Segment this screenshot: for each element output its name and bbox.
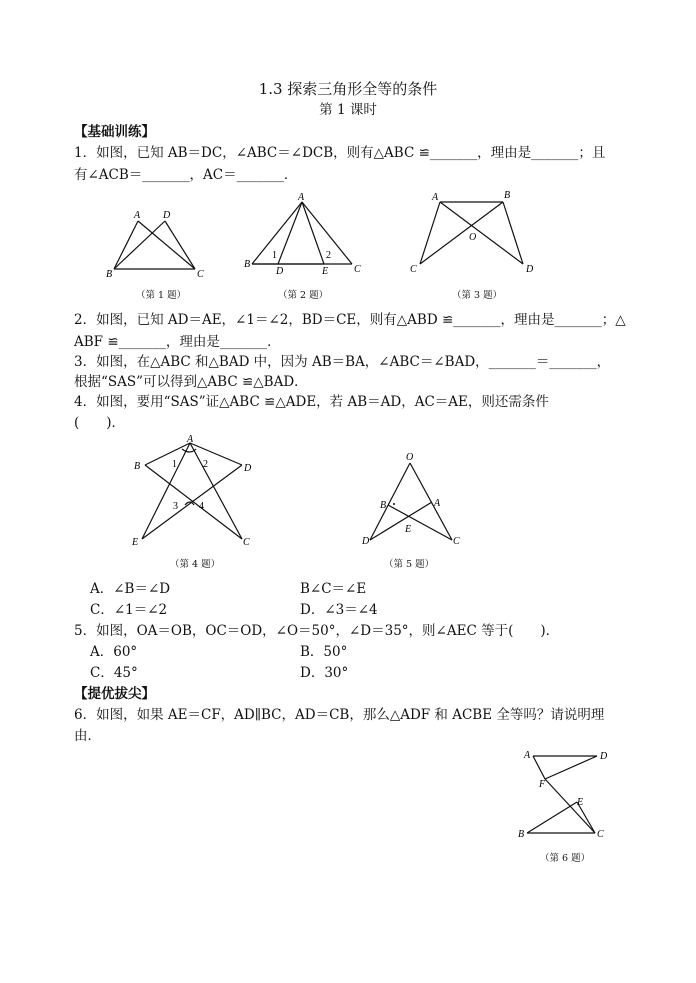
fig2-label-d: D xyxy=(276,266,284,277)
figure-5-caption: （第 5 题） xyxy=(384,559,435,570)
fig3-label-a: A xyxy=(432,192,439,203)
fig6-label-b: B xyxy=(518,829,525,840)
figure-5-diagram xyxy=(360,448,470,548)
question-4-option-a: A．∠B＝∠D xyxy=(90,581,171,597)
fig2-label-b: B xyxy=(244,259,251,270)
fig3-label-d: D xyxy=(526,264,534,275)
question-5-option-b: B．50° xyxy=(300,644,348,660)
fig2-label-e: E xyxy=(322,266,329,277)
question-4-line-2: ( )． xyxy=(74,415,126,431)
fig2-label-a: A xyxy=(298,192,305,203)
fig6-label-e: E xyxy=(577,797,584,808)
figure-4-diagram xyxy=(130,435,260,550)
fig4-label-a: A xyxy=(187,434,194,445)
fig5-label-b: B xyxy=(380,500,387,511)
figure-2-caption: （第 2 题） xyxy=(278,290,329,301)
question-2-line-2: ABF ≌_______，理由是_______． xyxy=(74,334,281,350)
fig1-label-d: D xyxy=(163,210,171,221)
fig1-label-b: B xyxy=(106,269,113,280)
fig4-label-e: E xyxy=(132,537,139,548)
fig4-label-angle-2: 2 xyxy=(203,459,208,470)
question-5-option-c: C．45° xyxy=(90,665,138,681)
fig5-label-d: D xyxy=(362,536,370,547)
figure-6-diagram xyxy=(515,745,615,845)
fig3-label-b: B xyxy=(504,190,511,201)
fig6-label-a: A xyxy=(524,750,531,761)
fig4-label-d: D xyxy=(244,463,252,474)
question-5-option-a: A．60° xyxy=(90,644,138,660)
figure-3-caption: （第 3 题） xyxy=(452,290,503,301)
question-3-line-2: 根据“SAS”可以得到△ABC ≌△BAD． xyxy=(74,374,308,390)
fig4-label-angle-4: 4 xyxy=(199,501,204,512)
question-6-line-1: 6．如图，如果 AE＝CF，AD∥BC，AD＝CB，那么△ADF 和 ACBE 全等吗？请说明理 xyxy=(74,707,605,723)
question-4-option-d: D．∠3＝∠4 xyxy=(300,602,378,618)
fig1-label-c: C xyxy=(197,269,204,280)
page-subtitle: 第 1 课时 xyxy=(319,102,377,118)
figure-4-caption: （第 4 题） xyxy=(170,559,221,570)
fig6-label-c: C xyxy=(597,829,604,840)
fig3-label-c: C xyxy=(410,264,417,275)
figure-2-diagram xyxy=(240,192,370,282)
fig4-label-angle-1: 1 xyxy=(172,459,177,470)
fig6-label-d: D xyxy=(600,751,608,762)
fig2-label-angle-2: 2 xyxy=(326,250,331,261)
question-5-line-1: 5．如图，OA＝OB，OC＝OD，∠O＝50°，∠D＝35°，则∠AEC 等于( )． xyxy=(74,623,560,639)
fig1-label-a: A xyxy=(134,210,141,221)
fig5-label-o: O xyxy=(406,452,414,463)
fig5-label-c: C xyxy=(453,536,460,547)
fig6-label-f: F xyxy=(539,779,546,790)
question-4-line-1: 4．如图，要用“SAS”证△ABC ≌△ADE，若 AB＝AD，AC＝AE，则还需条件 xyxy=(74,394,549,410)
section-heading-basic: 【基础训练】 xyxy=(74,124,155,140)
fig4-label-c: C xyxy=(243,537,250,548)
fig2-label-c: C xyxy=(354,264,361,275)
fig4-label-angle-3: 3 xyxy=(173,501,178,512)
figure-1-caption: （第 1 题） xyxy=(136,290,187,301)
section-heading-advanced: 【提优拔尖】 xyxy=(74,686,155,702)
question-6-line-2: 由． xyxy=(74,728,101,744)
question-1-line-2: 有∠ACB＝_______，AC＝_______． xyxy=(74,167,298,183)
fig5-label-a: A xyxy=(434,498,441,509)
page-title: 1.3 探索三角形全等的条件 xyxy=(258,80,438,98)
fig2-label-angle-1: 1 xyxy=(272,250,277,261)
figure-1-diagram xyxy=(100,205,220,285)
fig5-label-e: E xyxy=(405,524,412,535)
question-2-line-1: 2．如图，已知 AD＝AE，∠1＝∠2，BD＝CE，则有△ABD ≌_______，理由是_______；△ xyxy=(74,312,626,328)
question-5-option-d: D．30° xyxy=(300,665,349,681)
figure-3-diagram xyxy=(405,188,545,278)
question-1-line-1: 1．如图，已知 AB＝DC，∠ABC＝∠DCB，则有△ABC ≌_______，理由是_______；且 xyxy=(74,145,606,161)
question-4-option-b: B∠C＝∠E xyxy=(300,581,367,597)
question-4-option-c: C．∠1＝∠2 xyxy=(90,602,168,618)
figure-6-caption: （第 6 题） xyxy=(540,853,591,864)
fig4-label-b: B xyxy=(134,461,141,472)
fig3-label-o: O xyxy=(469,232,477,243)
question-3-line-1: 3．如图，在△ABC 和△BAD 中，因为 AB＝BA，∠ABC＝∠BAD，_______＝_______， xyxy=(74,354,611,370)
